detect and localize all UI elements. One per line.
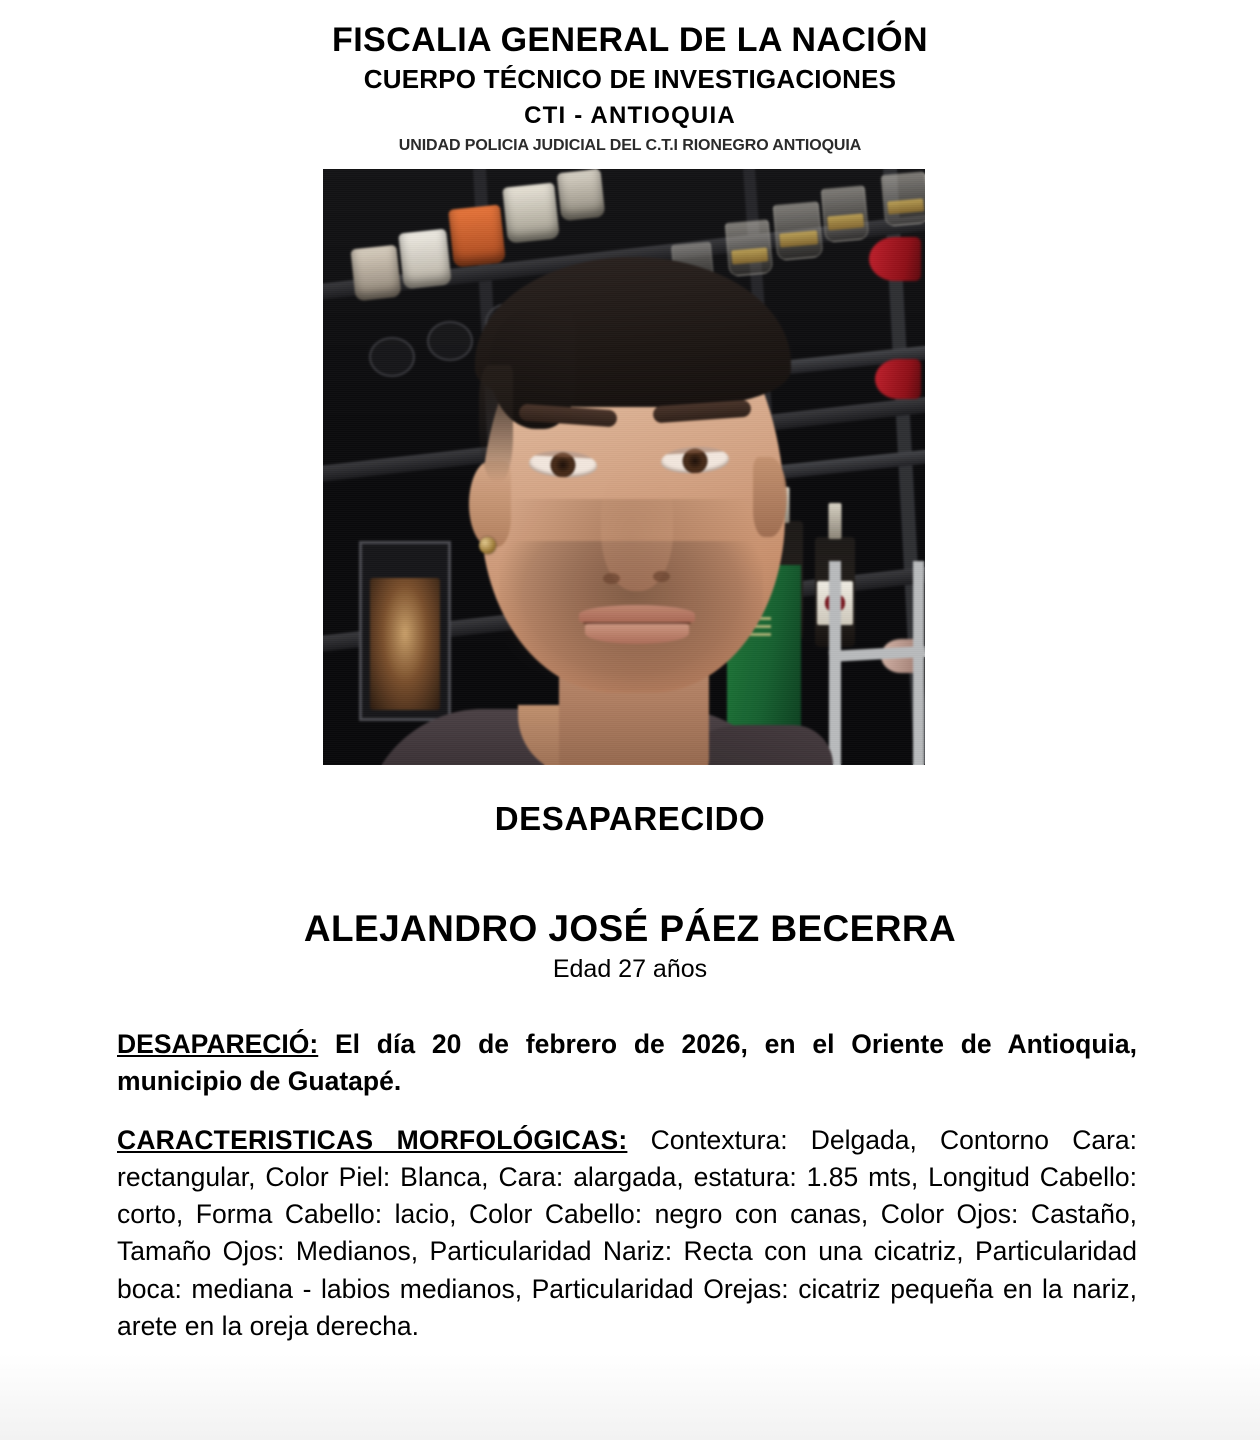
mouth-line [583,622,691,624]
agency-unit: UNIDAD POLICIA JUDICIAL DEL C.T.I RIONEGRO ANTIOQUIA [398,137,862,155]
missing-person-photo [323,169,925,765]
details-section [117,1026,1137,1345]
agency-region: CTI - ANTIOQUIA [524,101,736,129]
document-header [0,0,1260,157]
earring-icon [479,537,496,554]
photo-content [323,169,925,765]
status-badge: DESAPARECIDO [494,800,766,837]
characteristics-text: Contextura: Delgada, Contorno Cara: rectangular, Color Piel: Blanca, Cara: alargada, estatura: 1.85 mts, Longitud Cabello: corto, Forma Cabello: lacio, Color Cabello: negro con canas, Color Ojos: Castaño, Tamaño Ojos: Medianos, Particularidad Nariz: Recta con una cicatriz, Particularidad boca: mediana - labios medianos, Particularidad Orejas: cicatriz pequeña en la nariz, arete en la oreja derecha. [117,1125,1137,1341]
characteristics-label: CARACTERISTICAS MORFOLÓGICAS: [117,1125,628,1156]
sideburn [479,365,513,483]
nostril [603,573,620,584]
person-age: Edad 27 años [552,955,708,983]
disappearance-label: DESAPARECIÓ: [117,1029,319,1059]
characteristics-paragraph [117,1122,1137,1345]
nostril [653,571,670,582]
person-name: ALEJANDRO JOSÉ PÁEZ BECERRA [303,908,957,949]
hair [475,257,791,407]
disappearance-paragraph [117,1026,1137,1100]
agency-name: FISCALIA GENERAL DE LA NACIÓN [332,21,928,59]
person-figure [323,169,925,765]
disappearance-text: El día 20 de febrero de 2026, en el Oriente de Antioquia, municipio de Guatapé. [117,1029,1137,1097]
agency-division: CUERPO TÉCNICO DE INVESTIGACIONES [363,64,897,95]
ear-right [753,457,787,537]
lower-lip [585,622,689,644]
mouth [579,605,695,645]
